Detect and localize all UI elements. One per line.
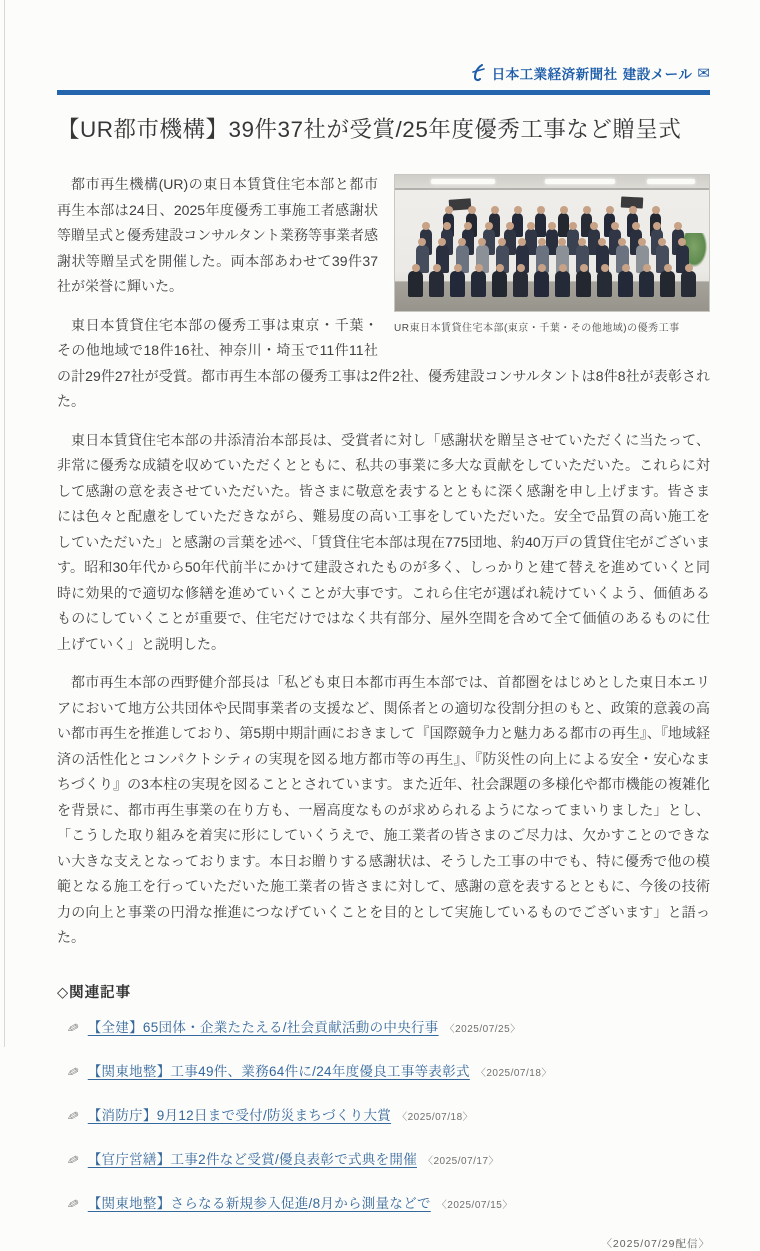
photo-caption: UR東日本賃貸住宅本部(東京・千葉・その他地域)の優秀工事 [394, 323, 680, 334]
distribution-date: 〈2025/07/29配信〉 [601, 1237, 710, 1250]
related-article-item [67, 1060, 710, 1080]
person-figure [681, 271, 696, 297]
photo-ceiling [395, 175, 709, 190]
related-article-date: 〈2025/07/18〉 [475, 1067, 552, 1079]
paragraph: 都市再生機構(UR)の東日本賃貸住宅本部と都市再生本部は24日、2025年度優秀工事施工者感謝状等贈呈式と優秀建設コンサルタント業務等事業者感謝状等贈呈式を開催した。両本部あわせて39件37社が栄誉に輝いた。 [57, 176, 378, 294]
pencil-icon: ✎ [65, 1062, 81, 1081]
person-figure [429, 271, 444, 297]
person-figure [513, 271, 528, 297]
pencil-icon: ✎ [65, 1018, 81, 1037]
article-title: 【UR都市機構】39件37社が受賞/25年度優秀工事など贈呈式 [57, 117, 682, 142]
person-figure [618, 271, 633, 297]
paragraph: 都市再生本部の西野健介部長は「私ども東日本都市再生本部では、首都圏をはじめとした東日本エリアにおいて地方公共団体や民間事業者の支援など、関係者との適切な役割分担のもと、政策的意義の高い都市再生を推進しており、第5期中期計画におきまして『国際競争力と魅力ある都市の再生』、『地域経済の活性化とコンパクトシティの実現を図る地方都市等の再生』、『防災性の向上による安全・安心なまちづくり』の3本柱の実現を図ることとされています。また近年、社会課題の多様化や都市機能の複雑化を背景に、都市再生事業の在り方も、一層高度なものが求められるようになってまいりました」とし、「こうした取り組みを着実に形にしていくうえで、施工業者の皆さまのご尽力は、欠かすことのできない大きな支えとなっております。本日お贈りする感謝状は、そうした工事の中でも、特に優秀で他の模範となる施工を行っていただいた施工業者の皆さまに対して、感謝の意を表するとともに、今後の技術力の向上と事業の円滑な推進につなげていくことを目的として実施しているものでございます」と語った。 [57, 674, 710, 945]
related-article-item [67, 1016, 710, 1036]
related-heading: ◇関連記事 [57, 984, 132, 1001]
person-figure [450, 271, 465, 297]
person-figure [597, 271, 612, 297]
paragraph: 東日本賃貸住宅本部の優秀工事は東京・千葉・その他地域で18件16社、神奈川・埼玉で11件11社の計29件27社が受賞。都市再生本部の優秀工事は2件2社、優秀建設コンサルタントは8件8社が表彰された。 [57, 316, 710, 409]
person-figure [534, 271, 549, 297]
related-article-item [67, 1192, 710, 1212]
person-figure [660, 271, 675, 297]
person-figure [492, 271, 507, 297]
related-article-link[interactable]: 【関東地整】工事49件、業務64件に/24年度優良工事等表彰式 [87, 1063, 470, 1079]
publisher-name: 日本工業経済新聞社 [491, 67, 618, 82]
person-figure [576, 271, 591, 297]
related-articles-section [57, 981, 710, 1212]
masthead [57, 62, 710, 84]
pencil-icon: ✎ [65, 1150, 81, 1169]
group-photo [394, 174, 710, 334]
pencil-icon: ✎ [65, 1194, 81, 1213]
ceiling-light [647, 179, 695, 184]
related-article-link[interactable]: 【官庁営繕】工事2件など受賞/優良表彰で式典を開催 [87, 1151, 417, 1167]
group-photo-image [394, 174, 710, 312]
related-article-date: 〈2025/07/18〉 [397, 1111, 474, 1123]
crowd-row [395, 271, 709, 297]
crowd-row [395, 245, 709, 273]
person-figure [555, 271, 570, 297]
publisher-logo-icon [471, 64, 487, 82]
product-name: 建設メール [622, 67, 693, 82]
related-article-link[interactable]: 【消防庁】9月12日まで受付/防災まちづくり大賞 [87, 1107, 392, 1123]
pencil-icon: ✎ [65, 1106, 81, 1125]
related-article-date: 〈2025/07/25〉 [444, 1023, 521, 1035]
ceiling-light [431, 179, 495, 184]
related-article-link[interactable]: 【全建】65団体・企業たたえる/社会貢献活動の中央行事 [87, 1019, 439, 1035]
related-list [57, 1016, 710, 1212]
related-article-date: 〈2025/07/15〉 [436, 1199, 513, 1211]
related-article-item [67, 1104, 710, 1124]
article-body [57, 172, 710, 951]
person-figure [639, 271, 654, 297]
related-article-date: 〈2025/07/17〉 [423, 1155, 500, 1167]
related-article-link[interactable]: 【関東地整】さらなる新規参入促進/8月から測量などで [87, 1195, 431, 1211]
mail-icon: ✉ [697, 64, 710, 82]
header-divider [57, 90, 710, 95]
paragraph: 東日本賃貸住宅本部の井添清治本部長は、受賞者に対し「感謝状を贈呈させていただくに当たって、非常に優秀な成績を収めていただくとともに、私共の事業に多大な貢献をしていただいた。これらに対して感謝の意を表させていただいた。皆さまに敬意を表するとともに深く感謝を申し上げます。皆さまには色々と配慮をしていただきながら、難易度の高い工事をしていただいた。安全で品質の高い施工をしていただいた」と感謝の言葉を述べ、「賃貸住宅本部は現在775団地、約40万戸の賃貸住宅がございます。昭和30年代から50年代前半にかけて建設されたものが多く、しっかりと建て替えを進めていくと同時に効果的で適切な修繕を進めていくことが大事です。これら住宅が選ばれ続けていくよう、価値あるものにしていくことが重要で、住宅だけではなく共有部分、屋外空間を含めて全て価値のあるものに仕上げていく」と説明した。 [57, 431, 710, 652]
related-article-item [67, 1148, 710, 1168]
person-figure [471, 271, 486, 297]
ceiling-light [545, 179, 615, 184]
person-figure [408, 271, 423, 297]
